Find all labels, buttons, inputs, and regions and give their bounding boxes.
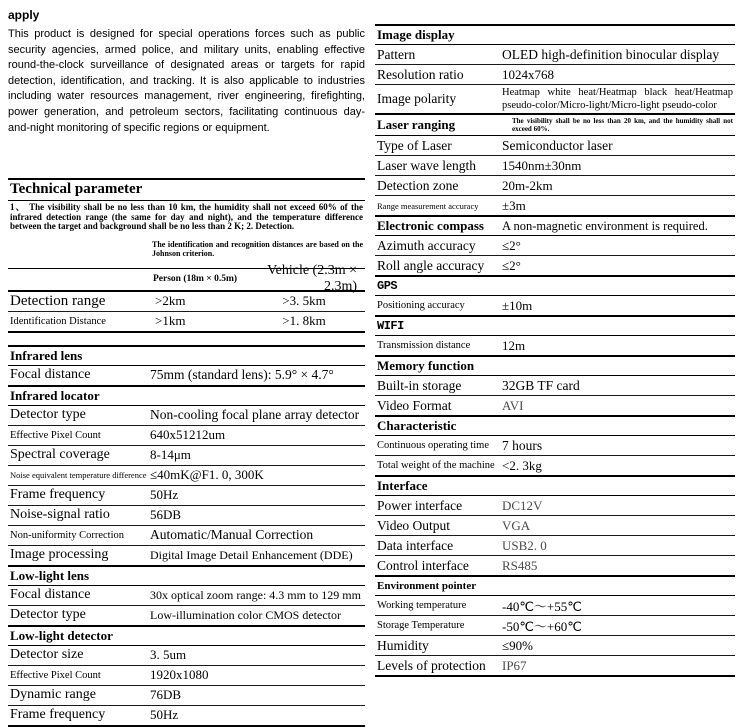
spec-value: IP67	[502, 657, 527, 673]
spec-row-azimuth-accuracy	[375, 236, 735, 256]
spec-label: Azimuth accuracy	[377, 237, 476, 253]
spec-value: <2. 3kg	[502, 457, 542, 473]
spec-value: 1024x768	[502, 66, 554, 82]
spec-row-image-processing	[8, 546, 365, 565]
spec-value: Semiconductor laser	[502, 137, 613, 153]
spec-label: Detector type	[10, 407, 86, 423]
spec-label: Image polarity	[377, 91, 457, 106]
section-title: Electronic compass	[377, 218, 484, 233]
spec-label: Transmission distance	[377, 340, 471, 351]
visibility-note: 1、 The visibility shall be no less than 10 km, the humidity shall not exceed 60% of the infrared detection range (the same for day and night), and the temperature difference between the target and background shall be no less than 2 K; 2. Detection.	[10, 202, 363, 232]
section-heading-image-display	[375, 26, 735, 45]
tech-header-person: Person (18m × 0.5m)	[153, 274, 238, 285]
section-title: GPS	[377, 279, 398, 293]
spec-row-focal-distance	[8, 586, 365, 606]
spec-row-working-temperature	[375, 596, 735, 616]
section-title: Infrared lens	[10, 347, 83, 363]
section-title: Environment pointer	[377, 580, 477, 592]
spec-value: 3. 5um	[150, 647, 187, 663]
tech-table-rows	[8, 292, 365, 331]
spec-label: Type of Laser	[377, 137, 452, 153]
section-heading-electronic-compass	[375, 217, 735, 236]
spec-row-focal-distance	[8, 366, 365, 385]
spec-row-frame-frequency	[8, 706, 365, 725]
spec-row-noise-signal-ratio	[8, 506, 365, 526]
section-heading-interface	[375, 477, 735, 496]
spec-row-video-format	[375, 396, 735, 415]
spec-value: AVI	[502, 397, 524, 413]
spec-value: 32GB TF card	[502, 377, 580, 393]
spec-label: Built-in storage	[377, 377, 462, 393]
section-heading-wifi	[375, 317, 735, 336]
section-laser-ranging	[375, 113, 735, 215]
spec-value: USB2. 0	[502, 537, 547, 553]
spec-value: VGA	[502, 517, 531, 533]
spec-row-frame-frequency	[8, 486, 365, 506]
spec-row-storage-temperature	[375, 616, 735, 636]
spec-value: 640x51212um	[150, 427, 226, 443]
section-gps	[375, 275, 735, 315]
spec-label: Laser wave length	[377, 157, 476, 173]
spec-label: Frame frequency	[10, 487, 106, 503]
spec-value: 56DB	[150, 507, 182, 523]
spec-value: ±3m	[502, 197, 526, 213]
section-title-technical-parameter: Technical parameter	[8, 180, 365, 201]
johnson-criterion-note: The identification and recognition distances are based on the Johnson criterion.	[152, 239, 363, 258]
spec-value: 12m	[502, 337, 526, 353]
spec-row-built-in-storage	[375, 376, 735, 396]
spec-label: Noise equivalent temperature difference	[10, 470, 147, 481]
section-title: Characteristic	[377, 418, 457, 433]
section-title: Memory function	[377, 358, 475, 373]
section-interface	[375, 475, 735, 575]
section-heading-infrared-locator	[8, 387, 365, 406]
section-image-display	[375, 24, 735, 113]
apply-title: apply	[8, 8, 40, 22]
spec-value: Automatic/Manual Correction	[150, 527, 314, 543]
spec-row-positioning-accuracy	[375, 296, 735, 315]
section-heading-environment-pointer	[375, 577, 735, 596]
spec-row-dynamic-range	[8, 686, 365, 706]
tech-table-header-row	[8, 263, 365, 295]
section-title: Image display	[377, 27, 455, 42]
spec-label: Effective Pixel Count	[10, 669, 101, 681]
section-heading-memory-function	[375, 357, 735, 376]
spec-value: ≤2°	[502, 237, 521, 253]
section-title: WIFI	[377, 319, 404, 333]
spec-label: Video Output	[377, 517, 451, 533]
spec-label: Focal distance	[10, 367, 91, 383]
technical-parameter-notes	[8, 201, 365, 269]
section-low-light-detector	[8, 625, 365, 725]
left-column	[8, 8, 365, 727]
apply-block	[8, 8, 365, 136]
spec-row-control-interface	[375, 556, 735, 575]
section-infrared-locator	[8, 385, 365, 565]
section-heading-laser-ranging	[375, 115, 735, 136]
spec-value: RS485	[502, 557, 538, 573]
spec-value-vehicle: >3. 5km	[282, 293, 326, 309]
spec-label: Positioning accuracy	[377, 300, 465, 311]
spec-value: Heatmap white heat/Heatmap black heat/Heatmap pseudo-color/Micro-light/Micro-light pseudo-color	[502, 87, 733, 111]
spec-label: Levels of protection	[377, 657, 486, 673]
section-heading-gps	[375, 277, 735, 296]
section-heading-infrared-lens	[8, 347, 365, 366]
spec-label: Pattern	[377, 46, 416, 62]
spec-row-data-interface	[375, 536, 735, 556]
spec-label: Identification Distance	[10, 315, 106, 327]
spec-row-type-of-laser	[375, 136, 735, 156]
spec-row-continuous-operating-time	[375, 436, 735, 456]
spec-row-detection-zone	[375, 176, 735, 196]
spec-label: Image processing	[10, 547, 109, 563]
section-heading-low-light-detector	[8, 627, 365, 646]
spec-row-levels-of-protection	[375, 656, 735, 675]
section-heading-characteristic	[375, 417, 735, 436]
spec-value: 1540nm±30nm	[502, 157, 582, 173]
spec-value: -50℃～+60℃	[502, 619, 582, 634]
spec-label: Data interface	[377, 537, 454, 553]
section-low-light-lens	[8, 565, 365, 625]
spec-label: Focal distance	[10, 587, 91, 603]
spec-row-non-uniformity-correction	[8, 526, 365, 546]
spec-label: Working temperature	[377, 600, 467, 611]
spec-row-humidity	[375, 636, 735, 656]
spec-row-resolution-ratio	[375, 65, 735, 85]
spec-row-effective-pixel-count	[8, 426, 365, 446]
spec-label: Detector size	[10, 647, 84, 663]
spec-label: Power interface	[377, 497, 463, 513]
right-spec-sections	[375, 24, 735, 677]
spec-label: Video Format	[377, 397, 452, 413]
spec-row-pattern	[375, 45, 735, 65]
section-infrared-lens	[8, 345, 365, 385]
spec-label: Non-uniformity Correction	[10, 529, 125, 541]
spec-row-transmission-distance	[375, 336, 735, 355]
spec-label: Humidity	[377, 637, 429, 653]
section-title: Laser ranging	[377, 117, 456, 132]
section-title: Infrared locator	[10, 387, 100, 403]
spec-label: Effective Pixel Count	[10, 429, 101, 441]
section-heading-value: A non-magnetic environment is required.	[502, 218, 708, 233]
left-spec-sections	[8, 345, 365, 727]
spec-row-noise-equivalent-temperature-difference	[8, 466, 365, 486]
spec-label: Roll angle accuracy	[377, 257, 485, 273]
technical-parameter-table	[8, 178, 365, 333]
spec-row-spectral-coverage	[8, 446, 365, 466]
section-title: Interface	[377, 478, 428, 493]
spec-value: Digital Image Detail Enhancement (DDE)	[150, 547, 353, 562]
spec-row-total-weight-of-the-machine	[375, 456, 735, 475]
spec-value-person: >1km	[155, 313, 186, 329]
spec-value-vehicle: >1. 8km	[282, 313, 326, 329]
spec-value: Low-illumination color CMOS detector	[150, 607, 341, 622]
spec-value: 30x optical zoom range: 4.3 mm to 129 mm	[150, 587, 361, 602]
spec-row-detector-type	[8, 406, 365, 426]
spec-row-detector-type	[8, 606, 365, 625]
spec-value: ±10m	[502, 297, 533, 313]
section-heading-low-light-lens	[8, 567, 365, 586]
tech-row-detection-range	[8, 292, 365, 312]
section-memory-function	[375, 355, 735, 415]
spec-value: -40℃～+55℃	[502, 599, 582, 614]
spec-row-range-measurement-accuracy	[375, 196, 735, 215]
spec-value: 75mm (standard lens): 5.9° × 4.7°	[150, 367, 334, 383]
spec-label: Detection range	[10, 292, 106, 309]
spec-row-detector-size	[8, 646, 365, 666]
section-electronic-compass	[375, 215, 735, 275]
section-heading-note: The visibility shall be no less than 20 km, and the humidity shall not exceed 60%.	[512, 117, 733, 133]
spec-label: Spectral coverage	[10, 447, 110, 463]
spec-value: 50Hz	[150, 487, 179, 503]
spec-row-laser-wave-length	[375, 156, 735, 176]
spec-row-video-output	[375, 516, 735, 536]
tech-header-vehicle: Vehicle (2.3m × 2.3m)	[267, 263, 357, 295]
spec-value: 76DB	[150, 687, 182, 703]
spec-label: Dynamic range	[10, 687, 96, 703]
tech-row-identification-distance	[8, 312, 365, 331]
spec-value: 50Hz	[150, 707, 179, 723]
spec-value: 1920x1080	[150, 667, 209, 683]
spec-label: Range measurement accuracy	[377, 200, 479, 211]
spec-value: ≤2°	[502, 257, 521, 273]
section-characteristic	[375, 415, 735, 475]
spec-label: Resolution ratio	[377, 66, 464, 82]
spec-value: ≤40mK@F1. 0, 300K	[150, 467, 264, 483]
spec-row-power-interface	[375, 496, 735, 516]
spec-value: DC12V	[502, 497, 543, 513]
spec-row-effective-pixel-count	[8, 666, 365, 686]
spec-row-image-polarity	[375, 85, 735, 113]
spec-row-roll-angle-accuracy	[375, 256, 735, 275]
spec-value: OLED high-definition binocular display	[502, 46, 720, 62]
apply-body-text: This product is designed for special operations forces such as public security agencies, armed police, and military units, enabling effective round-the-clock surveillance of designated areas or targets for rapid detection, identification, and tracking. It is also applicable to industries including water resources management, river engineering, firefighting, power generation, and petroleum sectors, facilitating continuous day-and-night monitoring of specific regions or equipment.	[8, 28, 365, 134]
spec-value: 20m-2km	[502, 177, 553, 193]
section-wifi	[375, 315, 735, 355]
spec-label: Frame frequency	[10, 707, 106, 723]
section-environment-pointer	[375, 575, 735, 675]
spec-label: Detection zone	[377, 177, 459, 193]
spec-label: Noise-signal ratio	[10, 507, 110, 523]
spec-value: Non-cooling focal plane array detector	[150, 407, 360, 423]
right-column	[375, 24, 735, 677]
spec-label: Total weight of the machine	[377, 460, 495, 471]
spec-value: 8-14μm	[150, 447, 191, 463]
spec-value: ≤90%	[502, 637, 533, 653]
spec-value: 7 hours	[502, 437, 543, 453]
spec-label: Storage Temperature	[377, 620, 465, 631]
spec-label: Detector type	[10, 607, 86, 623]
spec-label: Continuous operating time	[377, 440, 489, 451]
section-title: Low-light detector	[10, 627, 113, 643]
spec-value-person: >2km	[155, 293, 186, 309]
spec-label: Control interface	[377, 557, 469, 573]
section-title: Low-light lens	[10, 567, 90, 583]
